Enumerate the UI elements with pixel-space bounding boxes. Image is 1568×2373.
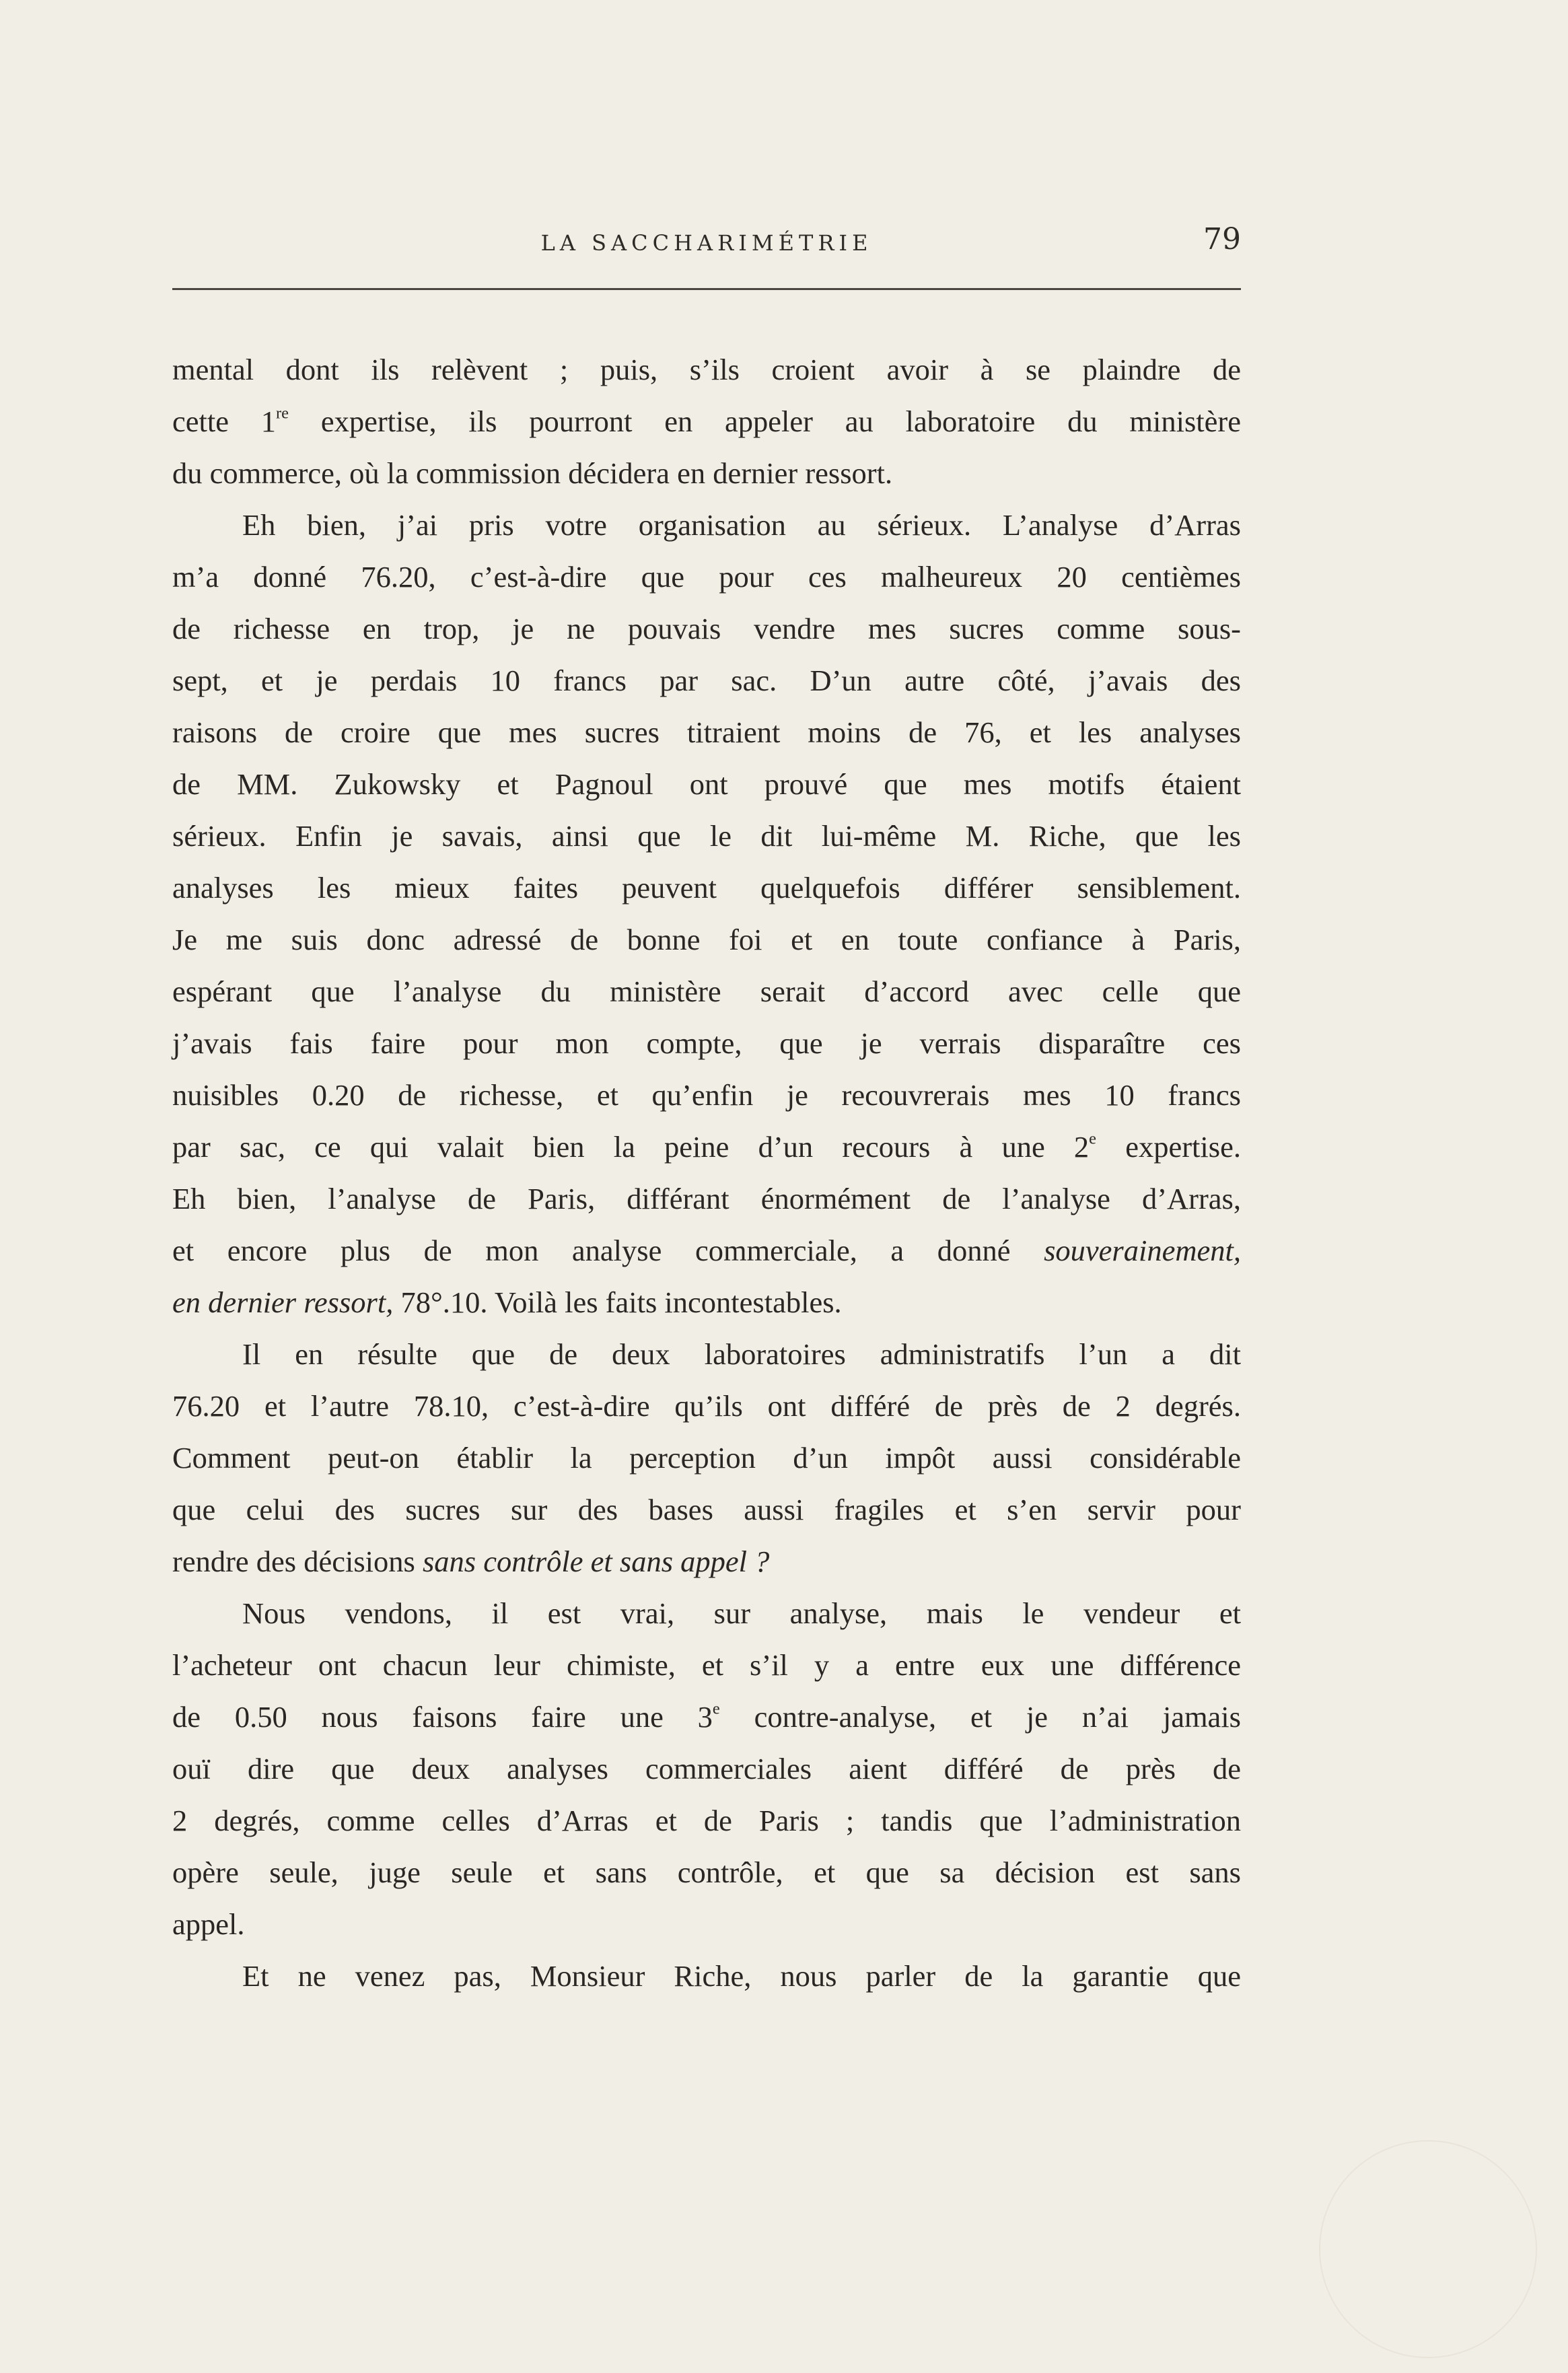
text-line: Eh bien, l’analyse de Paris, différant énormément de l’analyse d’Arras, — [172, 1182, 1241, 1215]
text-line: mental dont ils relèvent ; puis, s’ils croient avoir à se plaindre de — [172, 353, 1241, 386]
superscript: e — [1089, 1129, 1097, 1148]
body-text — [172, 344, 1241, 2002]
text-line: Je me suis donc adressé de bonne foi et en toute confiance à Paris, — [172, 923, 1241, 956]
text-line: et encore plus de mon analyse commerciale, a donné souverainement, — [172, 1234, 1241, 1267]
superscript: e — [712, 1699, 720, 1718]
text-line: j’avais fais faire pour mon compte, que je verrais disparaître ces — [172, 1026, 1241, 1060]
text-line: de richesse en trop, je ne pouvais vendre mes sucres comme sous- — [172, 612, 1241, 645]
text-line: rendre des décisions sans contrôle et sans appel ? — [172, 1545, 770, 1578]
page-number: 79 — [1203, 222, 1241, 256]
text-line: nuisibles 0.20 de richesse, et qu’enfin je recouvrerais mes 10 francs — [172, 1078, 1241, 1112]
text-line: m’a donné 76.20, c’est-à-dire que pour ces malheureux 20 centièmes — [172, 560, 1241, 594]
text-line: de 0.50 nous faisons faire une 3e contre-analyse, et je n’ai jamais — [172, 1699, 1241, 1734]
text-line: analyses les mieux faites peuvent quelquefois différer sensiblement. — [172, 871, 1241, 905]
text-line: opère seule, juge seule et sans contrôle, et que sa décision est sans — [172, 1855, 1241, 1889]
text-line: espérant que l’analyse du ministère serait d’accord avec celle que — [172, 975, 1241, 1008]
italic-text: souverainement, — [1044, 1234, 1241, 1267]
text-line: de MM. Zukowsky et Pagnoul ont prouvé que mes motifs étaient — [172, 767, 1241, 801]
running-title: LA SACCHARIMÉTRIE — [540, 230, 873, 256]
paragraph-first-line: Nous vendons, il est vrai, sur analyse, mais le vendeur et — [242, 1596, 1241, 1630]
text-line: raisons de croire que mes sucres titraient moins de 76, et les analyses — [172, 715, 1241, 749]
superscript: re — [276, 404, 289, 423]
faded-stamp-mark — [1319, 2140, 1537, 2358]
text-line: 2 degrés, comme celles d’Arras et de Paris ; tandis que l’administration — [172, 1804, 1241, 1837]
text-line: du commerce, où la commission décidera en dernier ressort. — [172, 456, 893, 490]
text-line: que celui des sucres sur des bases aussi fragiles et s’en servir pour — [172, 1493, 1241, 1526]
italic-text: sans contrôle et sans appel ? — [422, 1545, 770, 1578]
header-rule — [172, 288, 1241, 290]
text-line: cette 1re expertise, ils pourront en appeler au laboratoire du ministère — [172, 404, 1241, 438]
text-line: 76.20 et l’autre 78.10, c’est-à-dire qu’ils ont différé de près de 2 degrés. — [172, 1389, 1241, 1423]
paragraph-first-line: Et ne venez pas, Monsieur Riche, nous parler de la garantie que — [242, 1959, 1241, 1993]
text-line: Comment peut-on établir la perception d’un impôt aussi considérable — [172, 1441, 1241, 1475]
paragraph-first-line: Eh bien, j’ai pris votre organisation au sérieux. L’analyse d’Arras — [242, 508, 1241, 542]
text-line: l’acheteur ont chacun leur chimiste, et s’il y a entre eux une différence — [172, 1648, 1241, 1682]
page-header — [172, 222, 1241, 269]
text-line: par sac, ce qui valait bien la peine d’un recours à une 2e expertise. — [172, 1129, 1241, 1164]
text-line: appel. — [172, 1907, 245, 1941]
paragraph-first-line: Il en résulte que de deux laboratoires administratifs l’un a dit — [242, 1337, 1241, 1371]
text-line: sérieux. Enfin je savais, ainsi que le dit lui-même M. Riche, que les — [172, 819, 1241, 853]
text-line: sept, et je perdais 10 francs par sac. D’un autre côté, j’avais des — [172, 664, 1241, 697]
text-line: en dernier ressort, 78°.10. Voilà les faits incontestables. — [172, 1285, 842, 1319]
text-line: ouï dire que deux analyses commerciales aient différé de près de — [172, 1752, 1241, 1785]
italic-text: en dernier ressort, — [172, 1285, 394, 1319]
